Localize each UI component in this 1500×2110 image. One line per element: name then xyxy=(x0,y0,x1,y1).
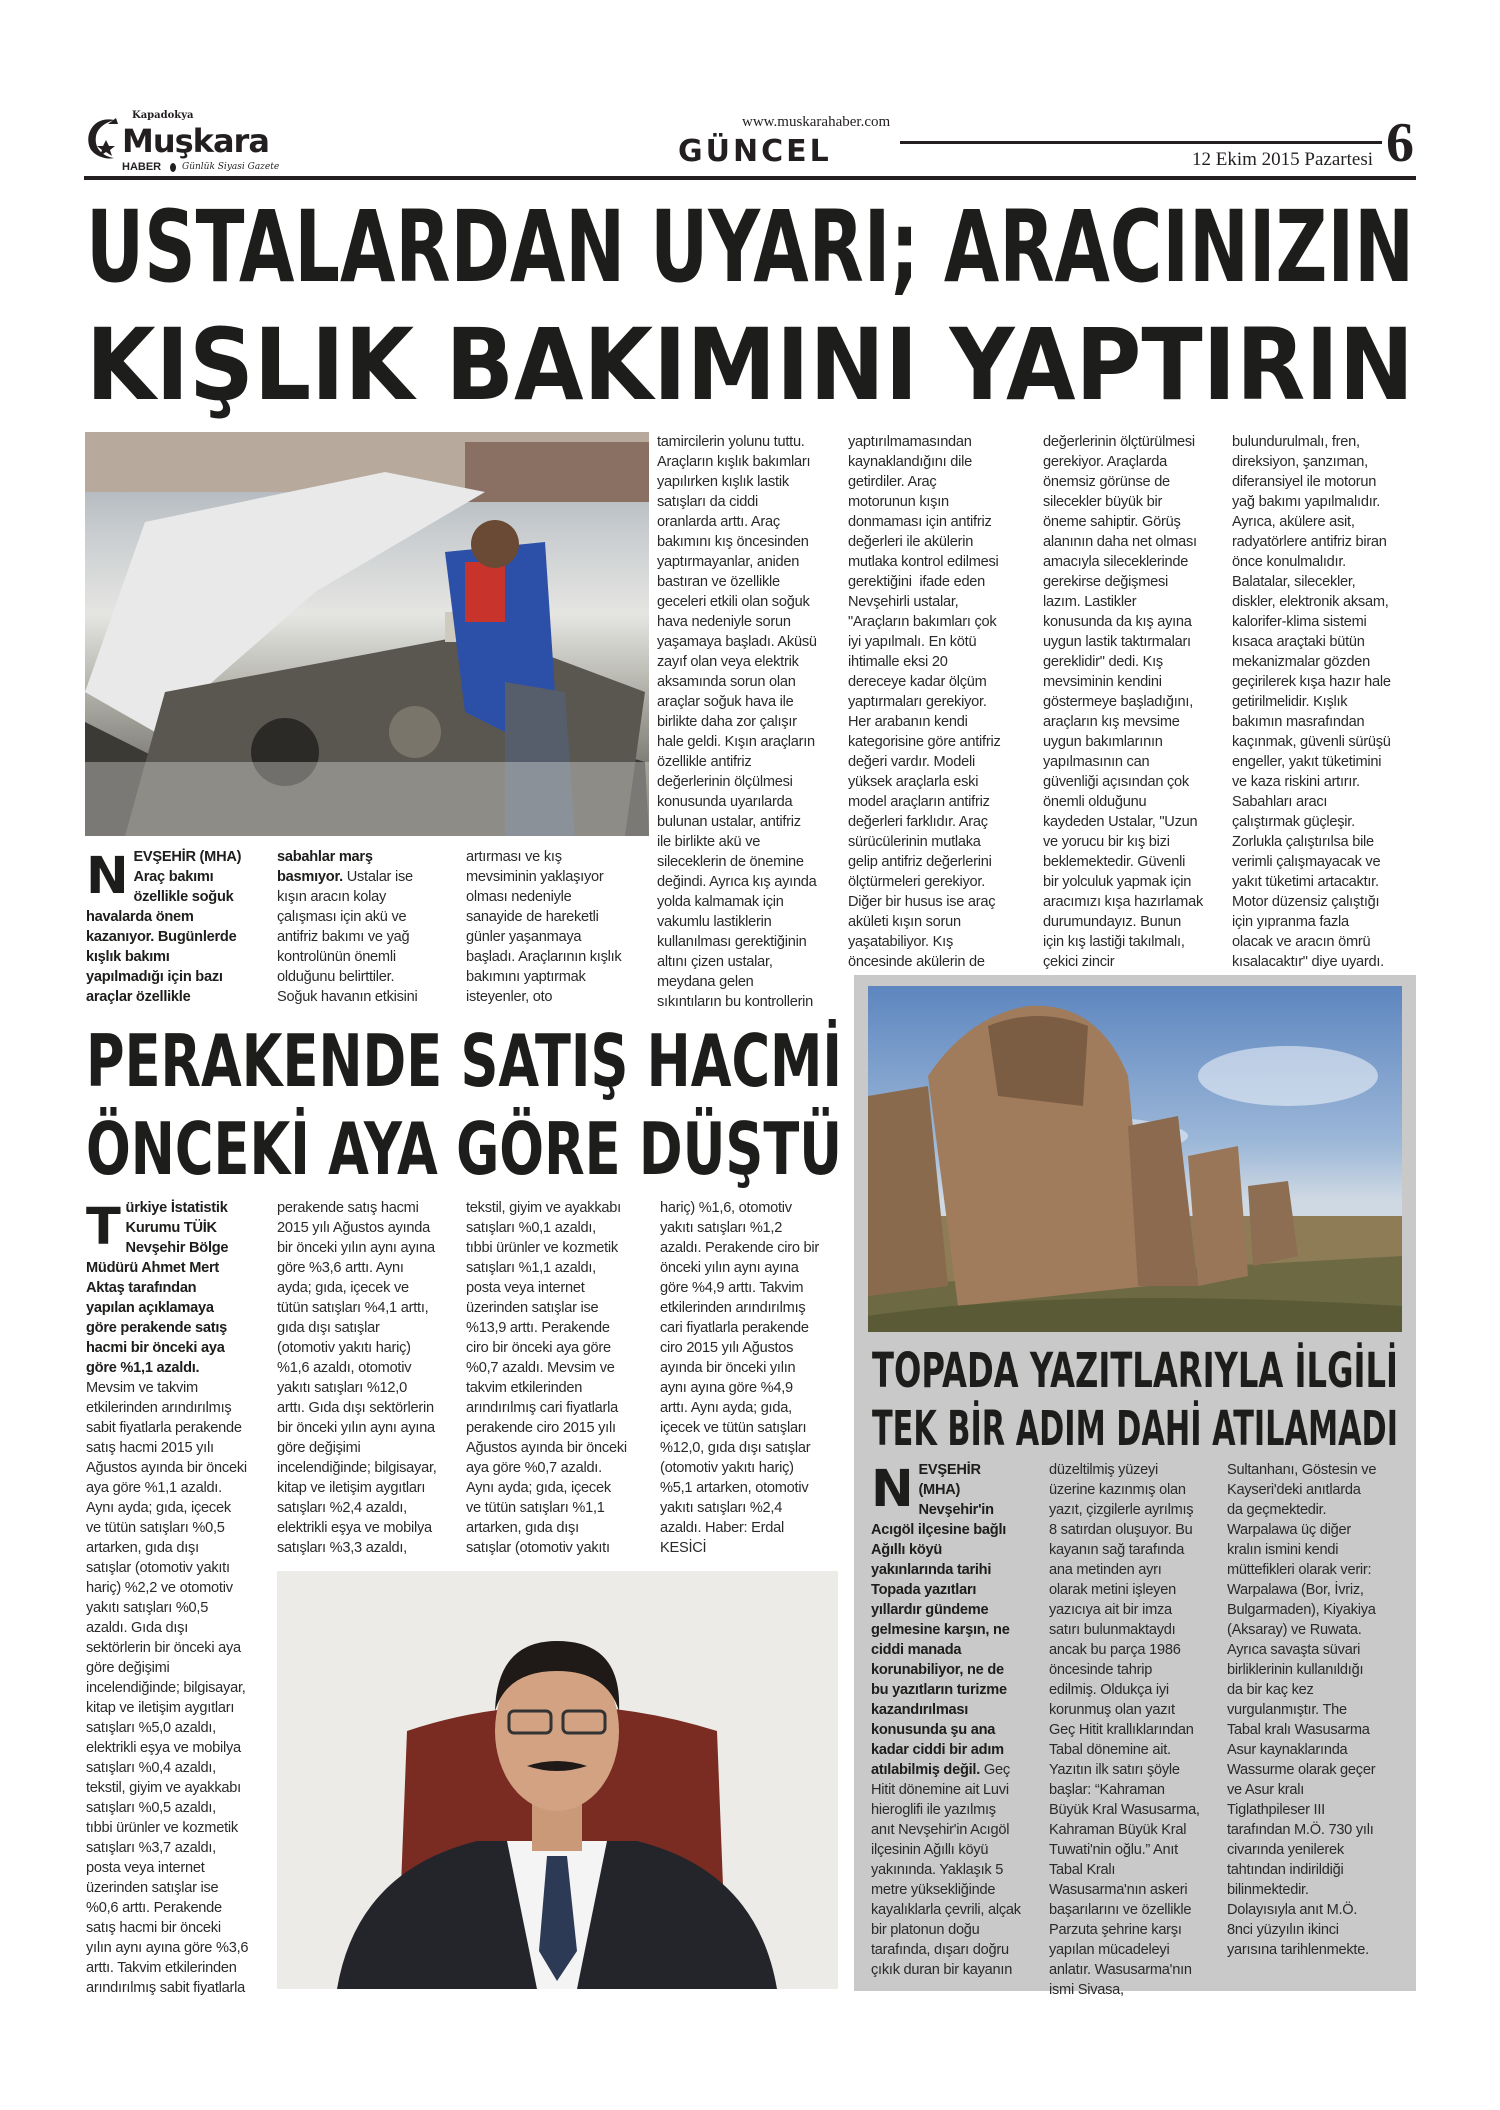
header-rule xyxy=(84,176,1416,180)
body-text: Mevsim ve takvim etkilerinden arındırılmış sabit fiyatlarla perakende satış hacmi 2015 yılı Ağustos ayında bir önceki aya göre %1,1 azaldı. Aynı ayda; gıda, içecek ve tütün satışları %0,5 artarken, gıda dışı satışlar (otomotiv yakıtı hariç) %2,2 ve otomotiv yakıtı satışları %0,5 azaldı. Gıda dışı sektörlerin bir önceki aya göre değişimi incelendiğinde; bilgisayar, kitap ve iletişim aygıtları satışları %5,0 azaldı, elektrikli eşya ve mobilya satışları %0,4 azaldı, tekstil, giyim ve ayakkabı satışları %0,5 azaldı, tıbbi ürünler ve kozmetik satışları %3,7 azaldı, posta veya internet üzerinden satışlar ise %0,6 arttı. Perakende satış hacmi bir önceki yılın aynı ayına göre %3,6 arttı. Takvim etkilerinden arındırılmış sabit fiyatlarla xyxy=(86,1380,249,1996)
article-topada-inscription xyxy=(854,975,1416,1998)
section-title: GÜNCEL xyxy=(678,134,832,169)
topada-rocks-photo xyxy=(868,986,1402,1332)
headline-line-2: KIŞLIK BAKIMINI YAPTIRIN xyxy=(86,308,1414,423)
body-text: Ustalar ise kışın aracın kolay çalışması için akü ve antifriz bakımı ve yağ kontrolünün önemli olduğunu belirttiler. Soğuk havanın etkisini xyxy=(277,869,418,1005)
body-column-2: perakende satış hacmi 2015 yılı Ağustos ayında bir önceki yılın aynı ayına göre %3,6 arttı. Aynı ayda; gıda, içecek ve tütün satışları %4,1 arttı, gıda dışı satışlar (otomotiv yakıtı hariç) %1,6 azaldı, otomotiv yakıtı satışları %12,0 arttı. Gıda dışı sektörlerin bir önceki yılın aynı ayına göre değişimi incelendiğinde; bilgisayar, kitap ve iletişim aygıtları satışları %2,4 azaldı, elektrikli eşya ve mobilya satışları %3,3 azaldı, xyxy=(277,1200,437,1556)
body-column-1: tamircilerin yolunu tuttu. Araçların kışlık bakımları yapılırken kışlık lastik satışları da ciddi oranlarda arttı. Araç bakımını kış öncesinden yaptırmayanlar, aniden bastıran ve özellikle geceleri etkili olan soğuk hava nedeniyle sorun yaşamaya başladı. Aküsü zayıf olan veya elektrik aksamında sorun olan araçlar soğuk hava ile birlikte daha zor çalışır hale geldi. Kışın araçların özellikle antifriz değerlerinin ölçülmesi konusunda uyarılarda bulunan ustalar, antifriz ile birlikte akü ve sileceklerin de önemine değindi. Ayrıca kış ayında yolda kalmamak için vakumlu lastiklerin kullanılması gerektiğinin altını çizen ustalar, meydana gelen sıkıntıların bu kontrollerin xyxy=(657,434,817,1010)
logo-haber: HABER xyxy=(122,161,162,173)
header-rule-thin xyxy=(900,141,1382,144)
page-number: 6 xyxy=(1386,112,1414,174)
logo-dot xyxy=(170,163,176,172)
logo-name: Muşkara xyxy=(122,122,269,160)
lead-bold-text: EVŞEHİR (MHA) Araç bakımı özellikle soğuk havalarda önem kazanıyor. Bugünlerde kışlık bakımı yapılmadığı için bazı araçlar özellikle xyxy=(86,849,242,1005)
drop-cap: N xyxy=(86,847,129,906)
lead-bold-text: sabahlar marş basmıyor. xyxy=(277,849,373,885)
issue-date: 12 Ekim 2015 Pazartesi xyxy=(1192,149,1373,170)
headline-line-2: ÖNCEKİ AYA GÖRE DÜŞTÜ xyxy=(86,1107,842,1191)
body-text: Geç Hitit dönemine ait Luvi hieroglifi ile yazılmış anıt Nevşehir'in Acıgöl ilçesinin Ağıllı köyü yakınında. Yaklaşık 5 metre yüksekliğinde kayalıklarla çevrili, alçak bir platonun doğu tarafında, dışarı doğru çıkık duran bir kayanın xyxy=(871,1762,1021,1978)
lead-column-1 xyxy=(86,847,270,1007)
logo-bird-icon xyxy=(84,116,124,162)
body-column-1 xyxy=(871,1460,1041,1980)
body-column-1 xyxy=(86,1198,272,1998)
lead-bold-text: ürkiye İstatistik Kurumu TÜİK Nevşehir Bölge Müdürü Ahmet Mert Aktaş tarafından yapılan açıklamaya göre perakende satış hacmi bir önceki aya göre %1,1 azaldı. xyxy=(86,1200,229,1376)
website-url[interactable]: www.muskarahaber.com xyxy=(742,114,891,130)
official-portrait-photo xyxy=(277,1571,838,1989)
headline-line-1: TOPADA YAZITLARIYLA İLGİLİ xyxy=(872,1343,1398,1399)
lead-column-2 xyxy=(277,847,457,1007)
body-column-2: düzeltilmiş yüzeyi üzerine kazınmış olan yazıt, çizgilerle ayrılmış 8 satırdan oluşuyor. Bu kayanın sağ tarafında ana metinden ayrı olarak metini işleyen yazıcıya ait bir imza satırı bulunmaktaydı ancak bu parça 1986 öncesinde tahrip edilmiş. Oldukça iyi korunmuş olan yazıt Geç Hitit krallıklarından Tabal dönemine ait. Yazıtın ilk satırı şöyle başlar: “Kahraman Büyük Kral Wasusarma, Kahraman Büyük Kral Tuwati'nin oğlu.” Anıt Tabal Kralı Wasusarma'nın askeri başarılarını ve özellikle Parzuta şehrine karşı yapılan mücadeleyi anlatır. Wasusarma'nın ismi Sivasa, xyxy=(1049,1462,1200,1998)
body-column-3: değerlerinin ölçtürülmesi gerekiyor. Araçlarda önemsiz görünse de silecekler büyük bir öneme sahiptir. Görüş alanının daha net olması amacıyla sileceklerinde gerekirse değişmesi lazım. Lastikler konusunda da kış ayına uygun lastik taktırmaları gereklidir" dedi. Kış mevsiminin kendini göstermeye başladığını, araçların kış mevsime uygun bakımlarının yapılmasının can güvenliği açısından çok önemli olduğunu kaydeden Ustalar, "Uzun ve yorucu bir kış bizi beklemektedir. Güvenli bir yolculuk yapmak için aracımızı kışa hazırlamak durumundayız. Bunun için kış lastiği takılmalı, çekici zincir xyxy=(1043,434,1204,970)
body-column-4: hariç) %1,6, otomotiv yakıtı satışları %1,2 azaldı. Perakende ciro bir önceki yılın aynı ayına göre %4,9 arttı. Takvim etkilerinden arındırılmış cari fiyatlarla perakende ciro 2015 yılı Ağustos ayında bir önceki yılın aynı ayına göre %4,9 arttı. Aynı ayda; gıda, içecek ve tütün satışları %12,0, gıda dışı satışlar (otomotiv yakıtı hariç) %5,1 artarken, otomotiv yakıtı satışları %2,4 azaldı. Haber: Erdal KESİCİ xyxy=(660,1200,819,1556)
mechanic-engine-photo xyxy=(85,432,649,836)
headline-line-1: USTALARDAN UYARI; ARACINIZIN xyxy=(86,190,1414,305)
headline-line-2: TEK BİR ADIM DAHİ ATILAMADI xyxy=(872,1401,1398,1457)
lead-column-3: artırması ve kış mevsiminin yaklaşıyor olması nedeniyle sanayide de hareketli günler yaşanmaya başladı. Araçlarının kışlık bakımını yaptırmak isteyenler, oto xyxy=(466,849,622,1005)
body-column-3: Sultanhanı, Göstesin ve Kayseri'deki anıtlarda da geçmektedir. Warpalawa üç diğer kralın ismini kendi müttefikleri olarak verir: Warpalawa (Bor, İvriz, Bulgarmaden), Kiyakiya (Aksaray) ve Ruwata. Ayrıca savaşta süvari birliklerinin kullanıldığı da bir kaç kez vurgulanmıştır. The Tabal kralı Wasusarma Asur kaynaklarında Wassurme olarak geçer ve Asur kralı Tiglathpileser III tarafından M.Ö. 730 yılı civarında yenilerek tahtından indirildiği bilinmektedir. Dolayısıyla anıt M.Ö. 8nci yüzyılın ikinci yarısına tarihlenmekte. xyxy=(1227,1462,1377,1958)
logo-top-text: Kapadokya xyxy=(132,110,194,121)
drop-cap: N xyxy=(871,1460,914,1519)
logo-tagline: Günlük Siyasi Gazete xyxy=(182,162,280,172)
body-column-3: tekstil, giyim ve ayakkabı satışları %0,1 azaldı, tıbbi ürünler ve kozmetik satışları %1,1 azaldı, posta veya internet üzerinden satışlar ise %13,9 arttı. Perakende ciro bir önceki aya göre %0,7 azaldı. Mevsim ve takvim etkilerinden arındırılmış cari fiyatlarla perakende ciro 2015 yılı Ağustos ayında bir önceki aya göre %0,7 azaldı. Aynı ayda; gıda, içecek ve tütün satışları %1,1 artarken, gıda dışı satışlar (otomotiv yakıtı xyxy=(466,1200,627,1556)
body-column-2: yaptırılmamasından kaynaklandığını dile getirdiler. Araç motorunun kışın donmaması için antifriz değerleri ile akülerin mutlaka kontrol edilmesi gerektiğini ifade eden Nevşehirli ustalar, "Araçların bakımları çok iyi yapılmalı. En kötü ihtimalle eksi 20 dereceye kadar ölçüm yaptırmaları gerekiyor. Her arabanın kendi kategorisine göre antifriz değeri vardır. Modeli yüksek araçlarla eski model araçların antifriz değerleri farklıdır. Araç sürücülerinin mutlaka gelip antifriz değerlerini ölçtürmeleri gerekiyor. Diğer bir husus ise araç akületi kışın sorun yaşatabiliyor. Kış öncesinde akülerin de xyxy=(848,434,1001,970)
body-column-4: bulundurulmalı, fren, direksiyon, şanzıman, diferansiyel ile motorun yağ bakımı yapılmalıdır. Ayrıca, akülere asit, radyatörlere antifriz biran önce konulmalıdır. Balatalar, silecekler, diskler, elektronik aksam, kalorifer-klima sistemi kısaca araçtaki bütün mekanizmalar gözden geçirilerek kışa hazır hale getirilmelidir. Kışlık bakımın masrafından kaçınmak, güvenli sürüşü engeller, yakıt tüketimini ve kaza riskini artırır. Sabahları aracı çalıştırmak güçleşir. Zorlukla çalıştırılsa bile verimli çalışmayacak ve yakıt tüketimi artacaktır. Motor düzensiz çalıştığı için yıpranma fazla olacak ve aracın ömrü kısalacaktır" diye uyardı. xyxy=(1232,434,1391,970)
logo[interactable] xyxy=(84,110,299,174)
drop-cap: T xyxy=(86,1198,121,1257)
headline-line-1: PERAKENDE SATIŞ HACMİ xyxy=(86,1019,842,1103)
lead-bold-text: EVŞEHİR (MHA) Nevşehir'in Acıgöl ilçesine bağlı Ağıllı köyü yakınlarında tarihi Topada yazıtları yıllardır gündeme gelmesine karşın, ne ciddi manada korunabiliyor, ne de bu yazıtların turizme kazandırılması konusunda şu ana kadar ciddi bir adım atılabilmiş değil. xyxy=(871,1462,1010,1778)
